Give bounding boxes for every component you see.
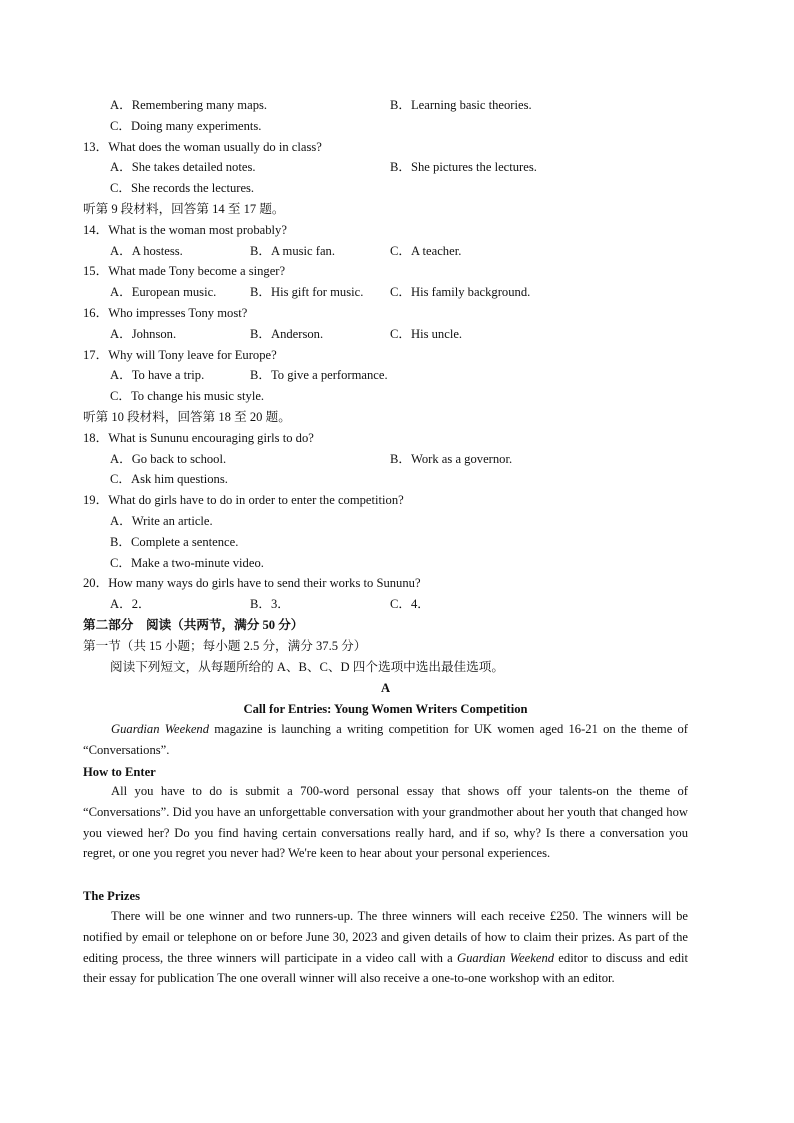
q17-option-c: C．To change his music style. [110,389,265,403]
q16-option-b: B．Anderson. [250,327,324,341]
q13-option-a: A．She takes detailed notes. [110,160,256,174]
q15-option-a: A．European music. [110,285,217,299]
q16-stem: 16．Who impresses Tony most? [83,306,248,320]
q18-stem: 18．What is Sununu encouraging girls to do? [83,431,314,445]
q16-option-a: A．Johnson. [110,327,177,341]
q15-option-b: B．His gift for music. [250,285,364,299]
q14-option-b: B．A music fan. [250,244,336,258]
q13-option-b: B．She pictures the lectures. [390,160,537,174]
q20-option-b: B．3． [250,597,290,611]
q19-stem: 19．What do girls have to do in order to enter the competition? [83,493,404,507]
reading-instruction: 阅读下列短文，从每题所给的 A、B、C、D 四个选项中选出最佳选项。 [110,660,504,674]
q19-option-a: A．Write an article. [110,514,213,528]
prizes-text-part-1: There will be one winner and two runners-up. The three winners will each receive £250. The winners will be notified by email or telephone on or before June 30, 2023 and given details of how to claim their prizes. As part of the editing process, the three winners will participate in a video call with a [83,909,688,965]
how-to-enter-heading: How to Enter [83,765,156,779]
prizes-text-part-2: editor to discuss and edit their essay for publication The one overall winner will also receive a one-to-one workshop with an editor. [83,950,688,986]
q12-option-b: B．Learning basic theories. [390,98,532,112]
q13-option-c: C．She records the lectures. [110,181,255,195]
q15-option-c: C．His family background. [390,285,531,299]
q14-option-c: C．A teacher. [390,244,462,258]
passage-letter: A [380,681,391,695]
q16-option-c: C．His uncle. [390,327,463,341]
q18-option-c: C．Ask him questions. [110,472,228,486]
q19-option-b: B．Complete a sentence. [110,535,239,549]
section-one-title: 第一节（共 15 小题；每小题 2.5 分，满分 37.5 分） [83,639,367,653]
intro-magazine-name: Guardian Weekend [111,722,210,736]
q20-option-c: C．4． [390,597,430,611]
how-to-enter-text: All you have to do is submit a 700-word personal essay that shows off your talents-on the theme of “Conversations”. Did you have an unforgettable conversation with your grandmother about her youth that changed how you viewed her? Do you find having certain conversations really hard, and if so, why? Is there a conversation you regret, or one you regret you never had? We're keen to hear about your personal experiences. [83,784,688,861]
q12-option-c: C．Doing many experiments. [110,119,262,133]
q20-option-a: A．2． [110,597,151,611]
q19-option-c: C．Make a two-minute video. [110,556,264,570]
intro-text: magazine is launching a writing competition for UK women aged 16-21 on the theme of “Conversations”. [83,722,688,757]
prizes-heading: The Prizes [83,889,141,903]
q18-option-a: A．Go back to school. [110,452,227,466]
section-9-instruction: 听第 9 段材料，回答第 14 至 17 题。 [83,202,285,216]
section-10-instruction: 听第 10 段材料，回答第 18 至 20 题。 [83,410,291,424]
passage-title: Call for Entries: Young Women Writers Competition [243,702,528,716]
prizes-paragraph [83,906,688,989]
q17-option-a: A．To have a trip. [110,368,205,382]
q14-stem: 14．What is the woman most probably? [83,223,287,237]
q20-stem: 20．How many ways do girls have to send their works to Sununu? [83,576,421,590]
q18-option-b: B．Work as a governor. [390,452,513,466]
q17-option-b: B．To give a performance. [250,368,388,382]
prizes-magazine-name: Guardian Weekend [456,950,555,965]
q15-stem: 15．What made Tony become a singer? [83,264,286,278]
q13-stem: 13．What does the woman usually do in class? [83,140,322,154]
how-to-enter-paragraph [83,781,688,864]
part-two-title: 第二部分 阅读（共两节，满分 50 分） [83,618,304,632]
intro-paragraph [83,719,688,761]
q17-stem: 17．Why will Tony leave for Europe? [83,348,277,362]
q14-option-a: A．A hostess. [110,244,183,258]
q12-option-a: A．Remembering many maps. [110,98,268,112]
